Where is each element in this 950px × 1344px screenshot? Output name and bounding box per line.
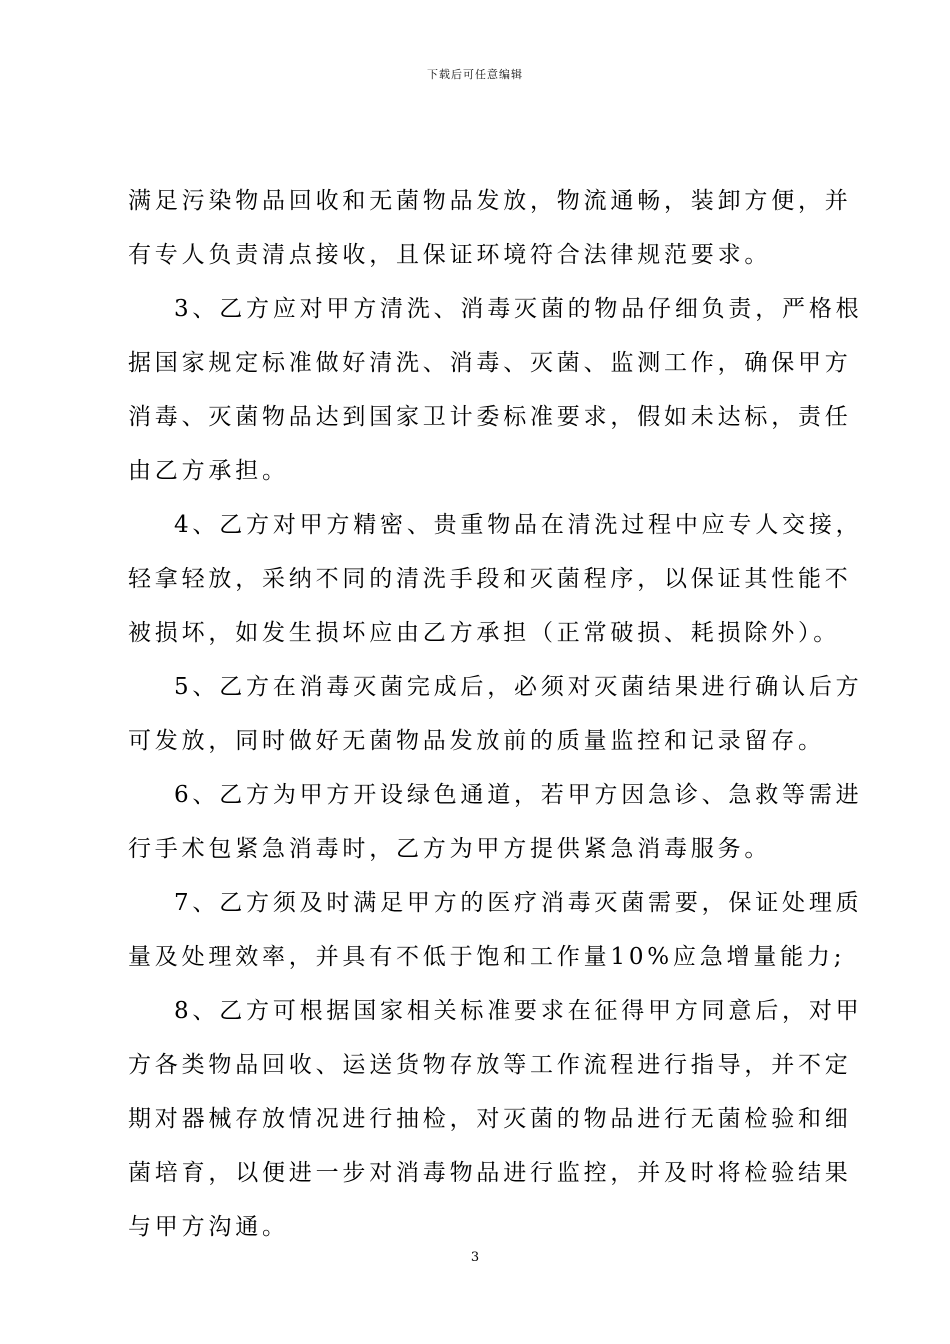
- text-line: 5、乙方在消毒灭菌完成后，必须对灭菌结果进行确认后方: [174, 674, 863, 700]
- text-line: 据国家规定标准做好清洗、消毒、灭菌、监测工作，确保甲方: [128, 350, 852, 376]
- text-line: 有专人负责清点接收，且保证环境符合法律规范要求。: [128, 242, 772, 268]
- text-line: 与甲方沟通。: [128, 1214, 289, 1240]
- text-line: 可发放，同时做好无菌物品发放前的质量监控和记录留存。: [128, 728, 825, 754]
- page-header: 下载后可任意编辑: [427, 68, 523, 81]
- text-line: 8、乙方可根据国家相关标准要求在征得甲方同意后，对甲: [174, 998, 863, 1024]
- text-line: 7、乙方须及时满足甲方的医疗消毒灭菌需要，保证处理质: [174, 890, 863, 916]
- text-line: 由乙方承担。: [128, 458, 289, 484]
- text-line: 行手术包紧急消毒时，乙方为甲方提供紧急消毒服务。: [128, 836, 772, 862]
- text-line: 3、乙方应对甲方清洗、消毒灭菌的物品仔细负责，严格根: [174, 296, 863, 322]
- text-line: 方各类物品回收、运送货物存放等工作流程进行指导，并不定: [128, 1052, 852, 1078]
- text-line: 轻拿轻放，采纳不同的清洗手段和灭菌程序，以保证其性能不: [128, 566, 852, 592]
- page-number: 3: [470, 1250, 480, 1265]
- text-line: 4、乙方对甲方精密、贵重物品在清洗过程中应专人交接，: [174, 512, 863, 538]
- text-line: 被损坏，如发生损坏应由乙方承担（正常破损、耗损除外）。: [128, 620, 841, 646]
- document-body: [128, 183, 863, 1263]
- text-line: 菌培育，以便进一步对消毒物品进行监控，并及时将检验结果: [128, 1160, 852, 1186]
- text-line: 消毒、灭菌物品达到国家卫计委标准要求，假如未达标，责任: [128, 404, 852, 430]
- text-line: 6、乙方为甲方开设绿色通道，若甲方因急诊、急救等需进: [174, 782, 863, 808]
- text-line: 满足污染物品回收和无菌物品发放，物流通畅，装卸方便，并: [128, 188, 852, 214]
- text-line: 量及处理效率，并具有不低于饱和工作量10%应急增量能力;: [128, 944, 846, 970]
- text-line: 期对器械存放情况进行抽检，对灭菌的物品进行无菌检验和细: [128, 1106, 852, 1132]
